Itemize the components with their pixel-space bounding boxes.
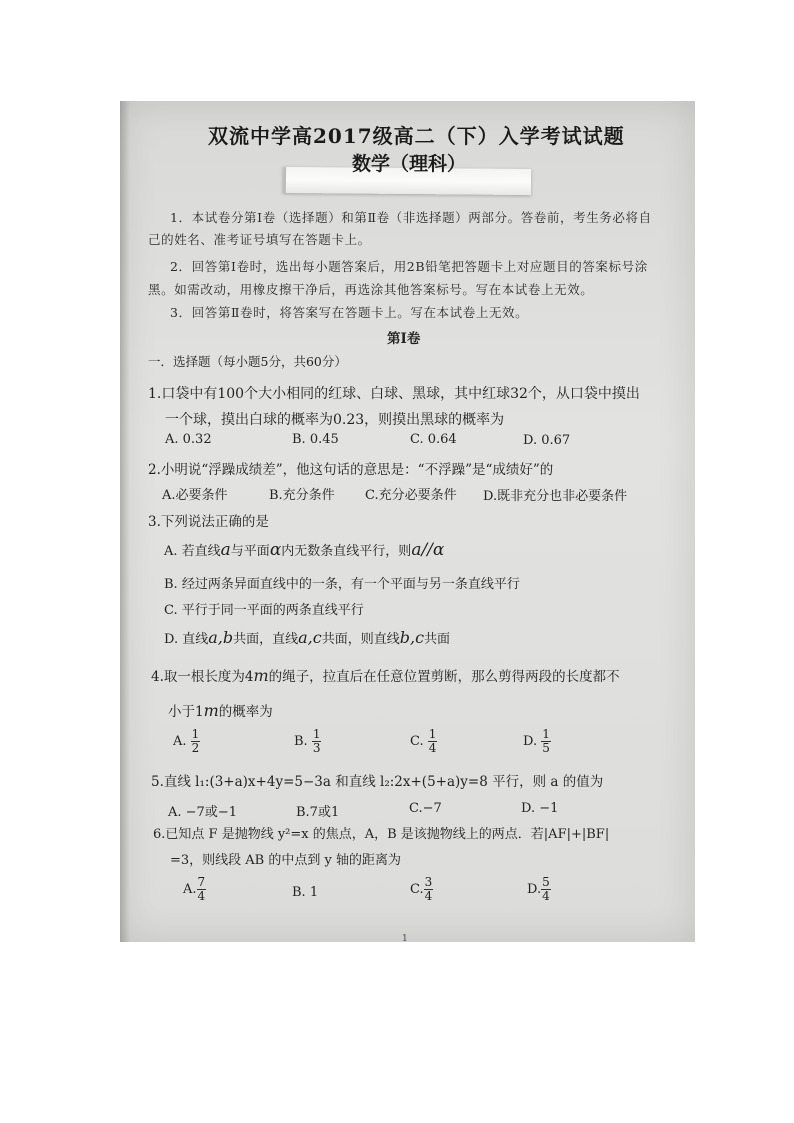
instruction-line: 己的姓名、准考证号填写在答题卡上。 [148,232,371,247]
numerator: 3 [424,875,433,889]
instruction-line: 2．回答第Ⅰ卷时，选出每小题答案后，用2B铅笔把答题卡上对应题目的答案标号涂 [170,259,648,274]
numerator: 1 [428,727,437,741]
question-6-text: 6.已知点 F 是抛物线 y²=x 的焦点，A，B 是该抛物线上的两点．若|AF|+|BF| [153,827,610,842]
fraction [197,876,207,903]
q3-option-a-text: A. 若直线 [164,544,221,559]
question-1-text: 1.口袋中有100个大小相同的红球、白球、黑球，其中红球32个，从口袋中摸出 [148,386,640,402]
fraction [541,728,551,755]
q3-option-a [164,540,444,560]
paper-fold-shadow [120,101,130,942]
q6-option-d [527,876,551,903]
q6-option-c [410,876,433,903]
q3-option-a-text: 与平面 [230,544,270,559]
denominator: 2 [191,741,200,755]
q2-option-a: A.必要条件 [162,488,228,503]
q3-option-a-text: 内无数条直线平行，则 [281,544,412,559]
math-variable: a [220,540,231,560]
fraction [541,876,551,903]
q2-option-d: D.既非充分也非必要条件 [483,489,628,504]
exam-subtitle: 数学（理科） [352,153,467,175]
fraction [312,728,322,755]
page-number: 1 [402,934,408,944]
q5-option-a: A. −7或−1 [168,805,237,820]
instruction-line: 3．回答第Ⅱ卷时，将答案写在答题卡上。写在本试卷上无效。 [170,305,529,320]
question-3-text: 3.下列说法正确的是 [148,514,269,530]
option-label: C. [410,882,424,897]
q3-option-d-text: 共面，直线 [233,632,299,647]
denominator: 5 [542,741,550,755]
q5-option-d: D. −1 [521,801,559,816]
instruction-line: 1．本试卷分第Ⅰ卷（选择题）和第Ⅱ卷（非选择题）两部分。答卷前，考生务必将自 [170,210,652,225]
q6-option-a [183,876,206,903]
q6-option-b: B. 1 [292,885,319,900]
numerator: 7 [197,875,206,889]
numerator: 5 [542,875,550,889]
q2-option-b: B.充分条件 [269,488,335,503]
math-expression: a//α [411,540,445,560]
q3-option-c: C. 平行于同一平面的两条直线平行 [164,603,364,618]
option-label: A. [183,882,197,897]
q1-option-b: B. 0.45 [292,432,339,447]
q3-option-b: B. 经过两条异面直线中的一条，有一个平面与另一条直线平行 [164,577,520,592]
q4-option-c [410,728,437,755]
numerator: 1 [312,727,321,741]
q4-text: 的绳子，拉直后在任意位置剪断，那么剪得两段的长度都不 [268,669,620,685]
denominator: 4 [428,741,437,755]
math-expression: a,c [298,628,322,647]
exam-title: 双流中学高2017级高二（下）入学考试试题 [208,124,625,148]
numerator: 1 [542,727,550,741]
q4-option-d [523,728,551,755]
question-4-text [151,665,620,685]
question-1-text: 一个球，摸出白球的概率为0.23，则摸出黑球的概率为 [165,412,505,428]
q1-option-a: A. 0.32 [165,432,212,447]
q3-option-d-text: 共面，则直线 [321,632,400,647]
question-6-text: =3，则线段 AB 的中点到 y 轴的距离为 [170,853,401,868]
option-label: B. [294,734,308,749]
q1-option-c: C. 0.64 [410,432,457,447]
instruction-line: 黑。如需改动，用橡皮擦干净后，再选涂其他答案标号。写在本试卷上无效。 [148,282,594,297]
denominator: 3 [312,741,321,755]
volume-heading: 第Ⅰ卷 [387,331,421,347]
denominator: 4 [542,889,550,903]
option-label: C. [410,734,424,749]
q3-option-d-text: D. 直线 [164,632,209,647]
q5-option-b: B.7或1 [296,805,340,820]
option-label: A. [173,734,187,749]
denominator: 4 [197,889,206,903]
math-variable: m [253,666,269,685]
q4-text: 的概率为 [218,704,273,720]
option-label: D. [527,882,542,897]
fraction [424,876,434,903]
q5-option-c: C.−7 [409,801,442,816]
q4-option-a [173,728,200,755]
denominator: 4 [424,889,433,903]
math-expression: b,c [399,628,425,647]
q3-option-d [164,628,450,647]
fraction [428,728,438,755]
q3-option-d-text: 共面 [424,632,451,647]
q2-option-c: C.充分必要条件 [365,488,457,503]
q1-option-d: D. 0.67 [523,433,571,448]
q4-text: 小于1 [168,704,204,720]
q4-text: 4.取一根长度为4 [151,669,254,685]
q4-option-b [294,728,321,755]
numerator: 1 [191,727,200,741]
fraction [191,728,201,755]
question-5-text: 5.直线 l₁:(3+a)x+4y=5−3a 和直线 l₂:2x+(5+a)y=8 平行，则 a 的值为 [151,774,604,790]
math-expression: a,b [208,628,234,647]
question-4-text [168,700,273,720]
option-label: D. [523,734,538,749]
section-heading: 一．选择题（每小题5分，共60分） [148,354,347,369]
math-variable: α [269,540,282,560]
math-variable: m [203,701,219,720]
question-2-text: 2.小明说“浮躁成绩差”，他这句话的意思是：“不浮躁”是“成绩好”的 [148,462,554,478]
